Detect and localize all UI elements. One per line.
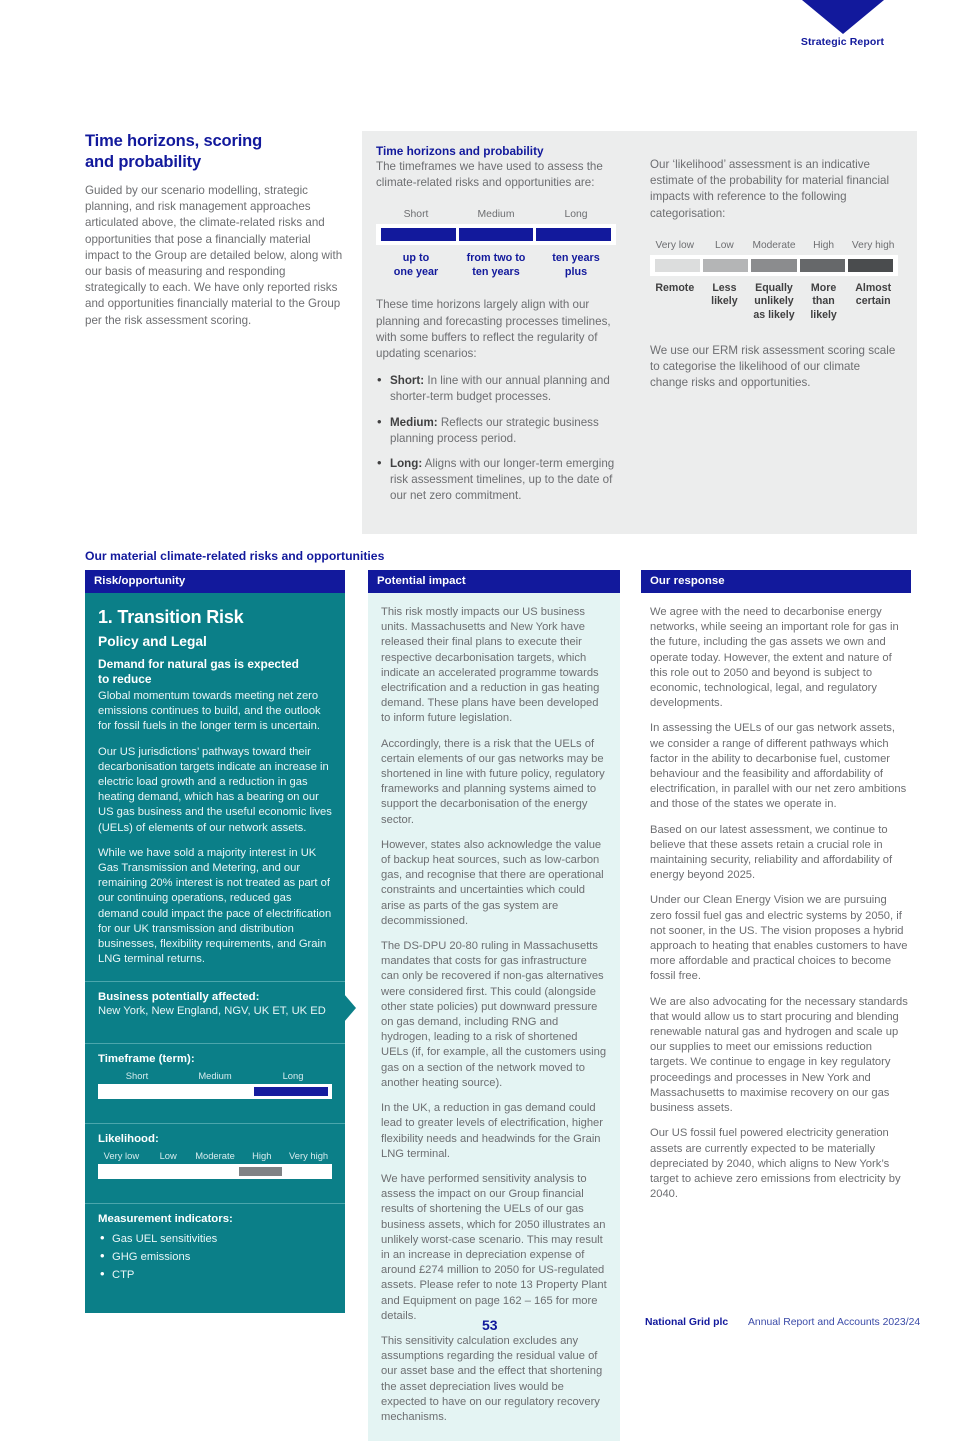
time-horizon-scale	[376, 209, 616, 279]
likelihood-segment-low	[703, 259, 748, 272]
response-paragraph-5: We are also advocating for the necessary standards that would allow us to start procuring and blending renewable natural gas and hydrogen and scale up our supplies to meet our emissions reduction targets. We continue to engage in key regulatory proceedings and processes in New York and Massachusetts to maximise recovery on our gas business assets.	[650, 995, 908, 1115]
risk-likelihood-label-low: Low	[159, 1150, 177, 1162]
timeframe-segment-medium	[178, 1087, 252, 1096]
response-panel	[641, 593, 911, 1218]
time-horizon-scale-bar	[376, 224, 616, 245]
risk-likelihood-scale-bar	[98, 1164, 332, 1179]
footer-document-title: Annual Report and Accounts 2023/24	[748, 1317, 921, 1328]
timeframe-label: Timeframe (term):	[98, 1053, 195, 1066]
bullet-short-term: Short:	[390, 374, 425, 388]
risk-likelihood-segment-high	[239, 1167, 283, 1176]
time-horizons-heading: Time horizons and probability	[376, 144, 544, 158]
caption-med-l2: ten years	[472, 266, 520, 279]
likelihood-intro: Our ‘likelihood’ assessment is an indicative estimate of the probability for material financial impacts with reference to the following categorisation:	[650, 158, 890, 220]
scale-segment-long	[536, 228, 611, 241]
risk-paragraph-1: Global momentum towards meeting net zero emissions continues to build, and the outlook for fossil fuels in the longer term is uncertain.	[98, 690, 321, 733]
impact-paragraph-5: In the UK, a reduction in gas demand could lead to greater levels of electrification, higher flexibility needs and headwinds for the Grain LNG terminal.	[381, 1102, 604, 1160]
intro-column	[85, 131, 343, 329]
impact-paragraph-7: This sensitivity calculation excludes any assumptions regarding the residual value of our asset base and the effect that shortening the asset depreciation lives would be expected to have on our regulatory recovery mechanisms.	[381, 1334, 603, 1423]
page-number: 53	[482, 1317, 498, 1333]
likelihood-segment-moderate	[751, 259, 796, 272]
scale-caption-long	[536, 251, 616, 279]
potential-impact-column	[368, 570, 620, 1441]
lk-cap-4-l1: Almost	[855, 281, 892, 294]
bullet-short	[376, 373, 616, 405]
likelihood-caption-remote	[650, 282, 700, 323]
risk-column-header: Risk/opportunity	[85, 570, 345, 593]
lk-cap-1-l1: Less	[712, 281, 737, 294]
bullet-medium-text: Reflects our strategic business planning process period.	[390, 415, 599, 445]
page-footer	[0, 1317, 965, 1337]
likelihood-segment-very-high	[848, 259, 893, 272]
risk-paragraph-3: While we have sold a majority interest in UK Gas Transmission and Metering, and our remaining 20% interest is not treated as part of our continuing operations, reduced gas demand could impact the pace of electrification for our UK transmission and distribution businesses, flexibility requirements, and Grain LNG terminal returns.	[98, 846, 332, 966]
risk-likelihood-label-very-low: Very low	[103, 1150, 140, 1162]
indicator-item: • Gas UEL sensitivities	[98, 1231, 332, 1247]
likelihood-scale	[650, 240, 898, 323]
risk-title: 1. Transition Risk	[98, 607, 244, 627]
measurement-indicators-list	[98, 1231, 332, 1283]
likelihood-caption-almost-certain	[848, 282, 898, 323]
time-horizons-column	[376, 144, 616, 514]
likelihood-segment-very-low	[655, 259, 700, 272]
response-paragraph-6: Our US fossil fuel powered electricity generation assets are currently expected to be materially depreciated by 2040, which aligns to New York’s target to achieve zero emissions from electricity by 2040.	[650, 1127, 901, 1201]
timeframe-segment-long	[254, 1087, 328, 1096]
scale-segment-medium	[459, 228, 534, 241]
lk-cap-4-l2: certain	[855, 295, 891, 308]
scale-segment-short	[381, 228, 456, 241]
section-title: Our material climate-related risks and opportunities	[85, 549, 385, 563]
lk-cap-2-l2: unlikely	[754, 295, 794, 308]
likelihood-column	[650, 157, 898, 391]
risk-paragraph-2: Our US jurisdictions’ pathways toward their decarbonisation targets indicate an increase in electric load growth and a reduction in gas heating demand, which has a bearing on our US gas business and the useful economic lives (UELs) of elements of our network assets.	[98, 745, 332, 834]
risk-likelihood-label-high: High	[252, 1150, 272, 1162]
risk-likelihood-label-very-high: Very high	[289, 1150, 329, 1162]
response-paragraph-4: Under our Clean Energy Vision we are pursuing zero fossil fuel gas and electric systems by 2050, if not sooner, in the US. The vision proposes a hybrid approach to heating that enables customers to have more affordable and practical choices to become fossil free.	[650, 894, 908, 983]
bullet-medium-term: Medium:	[390, 415, 438, 429]
impact-paragraph-4: The DS-DPU 20-80 ruling in Massachusetts mandates that costs for gas infrastructure can only be recovered if non-gas alternatives were considered first. This could (alongside other state policies) put downward pressure on gas demand, including RNG and hydrogen, leading to a risk of shortened UELs (if, for example, all the customers using gas on a section of the network moved to another heating source).	[381, 940, 607, 1089]
indicator-item: • CTP	[98, 1267, 332, 1283]
risk-headline-l1: Demand for natural gas is expected	[98, 657, 299, 671]
measurement-indicators-label: Measurement indicators:	[98, 1213, 233, 1226]
risk-likelihood-segment-very-low	[102, 1167, 146, 1176]
impact-paragraph-2: Accordingly, there is a risk that the UELs of certain elements of our gas networks may be shortened in line with future policy, regulatory frameworks and planning systems aimed to support the decarbonisation of the energy sector.	[381, 737, 605, 826]
likelihood-segment-high	[800, 259, 845, 272]
response-paragraph-2: In assessing the UELs of our gas network assets, we consider a range of different pathways which factor in the ability to decarbonise fuel, customer behaviour and the feasibility and affordability of electrification, in parallel with our net zero ambitions and those of the states we operate in.	[650, 722, 907, 811]
likelihood-scale-captions	[650, 282, 898, 323]
lk-cap-0-l1: Remote	[655, 281, 695, 294]
time-horizons-intro: The timeframes we have used to assess the climate-related risks and opportunities are:	[376, 160, 603, 190]
caption-short-l1: up to	[402, 252, 430, 265]
risk-headline	[98, 657, 332, 687]
timeframe-label-medium: Medium	[198, 1070, 232, 1082]
likelihood-label-very-high: Very high	[851, 239, 895, 251]
lk-cap-1-l2: likely	[711, 295, 738, 308]
likelihood-label: Likelihood:	[98, 1133, 159, 1146]
risk-likelihood-scale-labels	[98, 1150, 332, 1161]
page-header	[765, 0, 965, 60]
business-affected-value: New York, New England, NGV, UK ET, UK ED	[98, 1005, 326, 1018]
caption-long-l1: ten years	[552, 252, 600, 265]
intro-paragraph: Guided by our scenario modelling, strategic planning, and risk management approaches articulated above, the climate-related risks and opportunities that pose a financially material impact to the Group are detailed below, along with our basis of measuring and responding strategically to each. We have only reported risks and opportunities financially material to the Group per the risk assessment scoring.	[85, 184, 343, 327]
scale-caption-medium	[456, 251, 536, 279]
response-paragraph-3: Based on our latest assessment, we continue to believe that these assets retain a crucial role in maintaining security, reliability and affordability of energy beyond 2025.	[650, 823, 893, 882]
time-horizon-scale-captions	[376, 251, 616, 279]
bullet-long-term: Long:	[390, 457, 423, 471]
impact-paragraph-3: However, states also acknowledge the value of backup heat sources, such as low-carbon gas, and recognise that there are operational constraints and uncertainties which could arise as parts of the gas system are decommissioned.	[381, 838, 604, 927]
time-horizons-panel	[362, 131, 917, 534]
timeframe-label-short: Short	[125, 1070, 149, 1082]
risk-likelihood-segment-low	[148, 1167, 192, 1176]
impact-column-header: Potential impact	[368, 570, 620, 593]
response-paragraph-1: We agree with the need to decarbonise energy networks, while seeing an important role for gas in the future, including the gas assets we own and operate today. However, the extent and nature of this role out to 2050 and beyond is subject to economic, technological, legal, and regulatory developments.	[650, 606, 899, 710]
likelihood-label-very-low: Very low	[655, 239, 695, 251]
our-response-column	[641, 570, 911, 1218]
scale-label-short: Short	[403, 209, 429, 221]
risk-likelihood-label-moderate: Moderate	[195, 1150, 235, 1162]
risk-panel	[85, 593, 345, 1313]
risk-likelihood-segment-moderate	[193, 1167, 237, 1176]
response-column-header: Our response	[641, 570, 911, 593]
time-horizon-scale-labels	[376, 209, 616, 220]
timeframe-scale-bar	[98, 1084, 332, 1099]
timeframe-scale-labels	[98, 1070, 332, 1081]
impact-panel	[368, 593, 620, 1441]
bullet-long	[376, 456, 616, 505]
impact-paragraph-1: This risk mostly impacts our US business units. Massachusetts and New York have released their final plans to execute their respective decarbonisation targets, which indicate an accelerated programme towards electrification and a reduction in gas heating demand. These plans have been developed to inform future legislation.	[381, 606, 600, 725]
likelihood-label-moderate: Moderate	[752, 239, 796, 251]
likelihood-scale-labels	[650, 240, 898, 251]
erm-scoring-text: We use our ERM risk assessment scoring scale to categorise the likelihood of our climate change risks and opportunities.	[650, 343, 896, 389]
lk-cap-3-l2: than	[812, 295, 835, 308]
measurement-indicators-band	[85, 1203, 345, 1295]
timeframe-band	[85, 1043, 345, 1109]
likelihood-label-high: High	[813, 239, 835, 251]
scale-label-medium: Medium	[477, 209, 515, 221]
footer-brand: National Grid plc	[645, 1317, 729, 1328]
timeframe-label-long: Long	[282, 1070, 304, 1082]
page-title-line1: Time horizons, scoring	[85, 132, 263, 150]
likelihood-caption-less-likely	[700, 282, 750, 323]
time-horizons-alignment-text: These time horizons largely align with our planning and forecasting processes timelines, with some buffers to reflect the regularity of updating scenarios:	[376, 298, 611, 361]
lk-cap-3-l1: More	[810, 281, 837, 294]
risk-headline-l2: to reduce	[98, 672, 152, 686]
caption-short-l2: one year	[393, 266, 439, 279]
business-affected-band	[85, 981, 345, 1029]
caption-med-l1: from two to	[466, 252, 526, 265]
likelihood-caption-more-than-likely	[799, 282, 849, 323]
header-section-label: Strategic Report	[800, 36, 885, 48]
page-title-line2: and probability	[85, 153, 202, 171]
timeframe-segment-short	[102, 1087, 176, 1096]
scale-caption-short	[376, 251, 456, 279]
likelihood-caption-equally-unlikely	[749, 282, 799, 323]
scale-label-long: Long	[564, 209, 588, 221]
likelihood-label-low: Low	[715, 239, 734, 251]
lk-cap-2-l3: as likely	[753, 309, 795, 321]
bullet-long-text: Aligns with our longer-term emerging risk assessment timelines, up to the date of our net zero commitment.	[390, 457, 615, 503]
page-title	[85, 131, 343, 173]
chevron-down-icon	[802, 0, 884, 34]
impact-paragraph-6: We have performed sensitivity analysis to assess the impact on our Group financial results of shortening the UELs of our gas business assets, which for 2050 illustrates an unlikely worst-case scenario. This may result in an increase in depreciation expense of around £274 million to 2050 for US-regulated assets. Please refer to note 13 Property Plant and Equipment on page 162 – 165 for more details.	[381, 1172, 607, 1322]
bullet-short-text: In line with our annual planning and shorter-term budget processes.	[390, 374, 610, 404]
risk-likelihood-segment-very-high	[284, 1167, 328, 1176]
lk-cap-2-l1: Equally	[755, 281, 793, 294]
risk-category: Policy and Legal	[98, 634, 207, 649]
bullet-medium	[376, 415, 616, 447]
business-affected-label: Business potentially affected:	[98, 991, 260, 1004]
likelihood-band	[85, 1123, 345, 1189]
caption-long-l2: plus	[564, 266, 588, 279]
likelihood-scale-bar	[650, 255, 898, 276]
time-horizon-bullets	[376, 373, 616, 504]
lk-cap-3-l3: likely	[810, 309, 837, 321]
arrow-right-icon	[344, 994, 356, 1022]
risk-opportunity-column	[85, 570, 345, 1313]
indicator-item: • GHG emissions	[98, 1249, 332, 1265]
